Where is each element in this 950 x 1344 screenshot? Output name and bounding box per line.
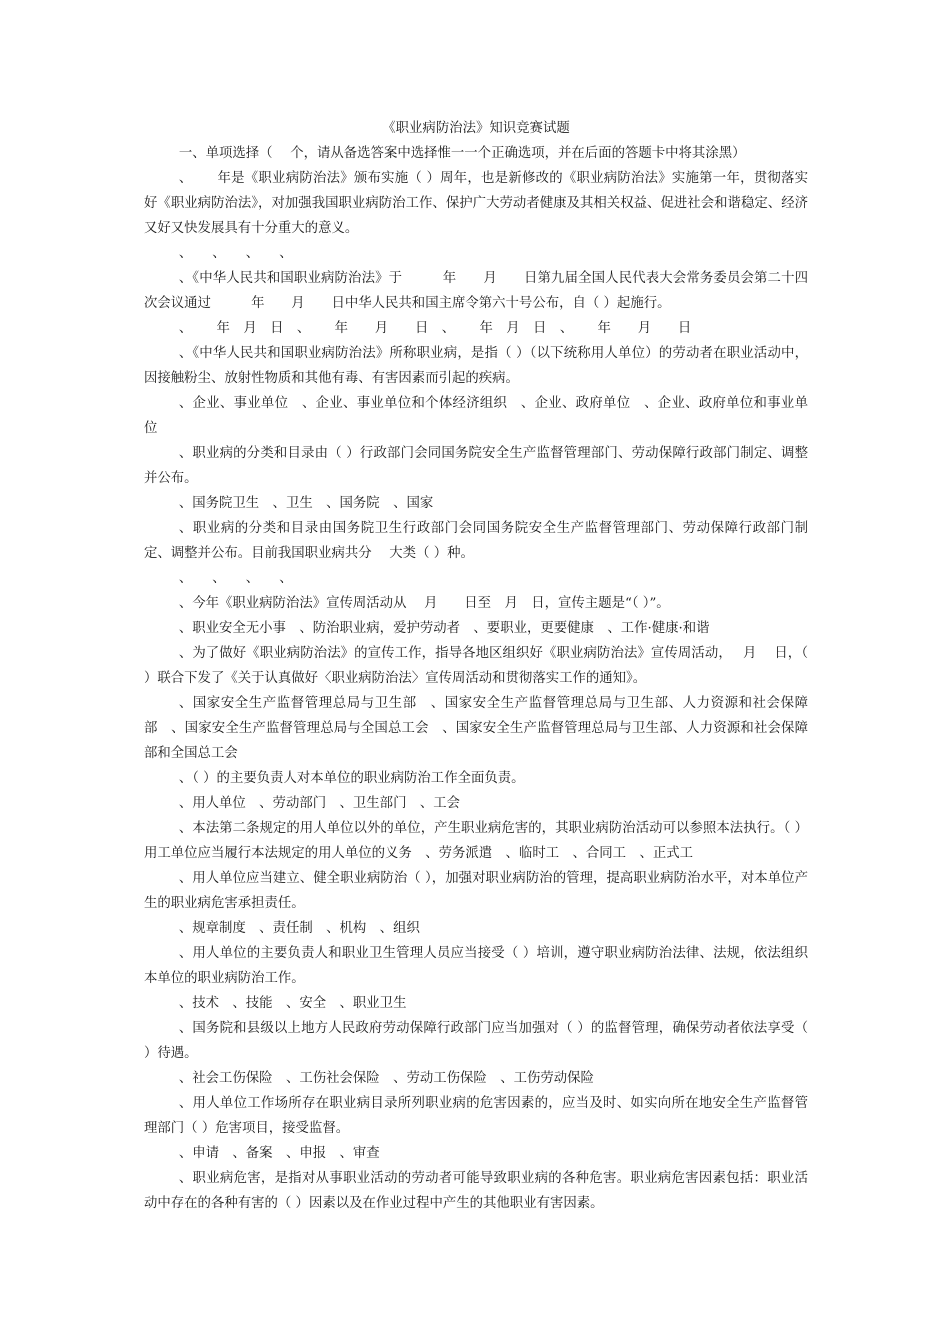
paragraph: 、技术 、技能 、安全 、职业卫生 (178, 996, 407, 1011)
paragraph: 、（ ）的主要负责人对本单位的职业病防治工作全面负责。 (178, 771, 525, 786)
paragraph: 、 年是《职业病防治法》颁布实施（ ）周年，也是新修改的《职业病防治法》实施第一年，贯彻落实好《职业病防治法》，对加强我国职业病防治工作、保护广大劳动者健康及其相关权益、促进社会和谐稳定、经济又好又快发展具有十分重大的意义。 (144, 171, 808, 236)
section-heading: 一、单项选择（ 个，请从备选答案中选择惟一一个正确选项，并在后面的答题卡中将其涂黑） (178, 146, 746, 161)
paragraph: 、企业、事业单位 、企业、事业单位和个体经济组织 、企业、政府单位 、企业、政府单位和事业单位 (144, 396, 808, 436)
paragraph: 、用人单位工作场所存在职业病目录所列职业病的危害因素的，应当及时、如实向所在地安全生产监督管理部门（ ）危害项目，接受监督。 (144, 1096, 808, 1136)
paragraph: 、社会工伤保险 、工伤社会保险 、劳动工伤保险 、工伤劳动保险 (178, 1071, 594, 1086)
paragraph: 、 、 、 、 (178, 246, 293, 261)
paragraph: 、规章制度 、责任制 、机构 、组织 (178, 921, 420, 936)
paragraph: 、国家安全生产监督管理总局与卫生部 、国家安全生产监督管理总局与卫生部、人力资源和社会保障部 、国家安全生产监督管理总局与全国总工会 、国家安全生产监督管理总局与卫生部、人力资源和社会保障部和全国总工会 (144, 696, 808, 761)
paragraph: 、为了做好《职业病防治法》的宣传工作，指导各地区组织好《职业病防治法》宣传周活动， 月 日，（ ）联合下发了《关于认真做好〈职业病防治法〉宣传周活动和贯彻落实工作的通知》。 (144, 646, 813, 686)
document-body (144, 116, 813, 1216)
paragraph: 、 年 月 日 、 年 月 日 、 年 月 日 、 年 月 日 (178, 321, 692, 336)
paragraph: 、职业病危害，是指对从事职业活动的劳动者可能导致职业病的各种危害。职业病危害因素包括：职业活动中存在的各种有害的（ ）因素以及在作业过程中产生的其他职业有害因素。 (144, 1171, 808, 1211)
paragraph: 、职业病的分类和目录由国务院卫生行政部门会同国务院安全生产监督管理部门、劳动保障行政部门制定、调整并公布。目前我国职业病共分 大类（ ）种。 (144, 521, 808, 561)
paragraph: 、申请 、备案 、申报 、审查 (178, 1146, 380, 1161)
paragraph: 、 、 、 、 (178, 571, 293, 586)
paragraph: 、用人单位 、劳动部门 、卫生部门 、工会 (178, 796, 461, 811)
paragraph: 、《中华人民共和国职业病防治法》所称职业病，是指（ ）（以下统称用人单位）的劳动者在职业活动中，因接触粉尘、放射性物质和其他有毒、有害因素而引起的疾病。 (144, 346, 808, 386)
paragraph: 、用人单位的主要负责人和职业卫生管理人员应当接受（ ）培训，遵守职业病防治法律、法规，依法组织本单位的职业病防治工作。 (144, 946, 808, 986)
paragraph: 、用人单位应当建立、健全职业病防治（ ），加强对职业病防治的管理，提高职业病防治水平，对本单位产生的职业病危害承担责任。 (144, 871, 808, 911)
paragraph: 、国务院卫生 、卫生 、国务院 、国家 (178, 496, 434, 511)
paragraph: 、职业安全无小事 、防治职业病，爱护劳动者 、要职业，更要健康 、工作·健康·和谐 (178, 621, 710, 636)
question-list (144, 166, 813, 1216)
paragraph: 、国务院和县级以上地方人民政府劳动保障行政部门应当加强对（ ）的监督管理，确保劳动者依法享受（ ）待遇。 (144, 1021, 813, 1061)
paragraph: 、今年《职业病防治法》宣传周活动从 月 日至 月 日，宣传主题是“（ ）”。 (178, 596, 670, 611)
paragraph: 、职业病的分类和目录由（ ）行政部门会同国务院安全生产监督管理部门、劳动保障行政部门制定、调整并公布。 (144, 446, 808, 486)
paragraph: 、本法第二条规定的用人单位以外的单位，产生职业病危害的，其职业病防治活动可以参照本法执行。（ ）用工单位应当履行本法规定的用人单位的义务 、劳务派遣 、临时工 、合同工 、正式工 (144, 821, 808, 861)
page-title: 《职业病防治法》知识竞赛试题 (382, 121, 570, 136)
paragraph: 、《中华人民共和国职业病防治法》于 年 月 日第九届全国人民代表大会常务委员会第二十四次会议通过 年 月 日中华人民共和国主席令第六十号公布，自（ ）起施行。 (144, 271, 808, 311)
